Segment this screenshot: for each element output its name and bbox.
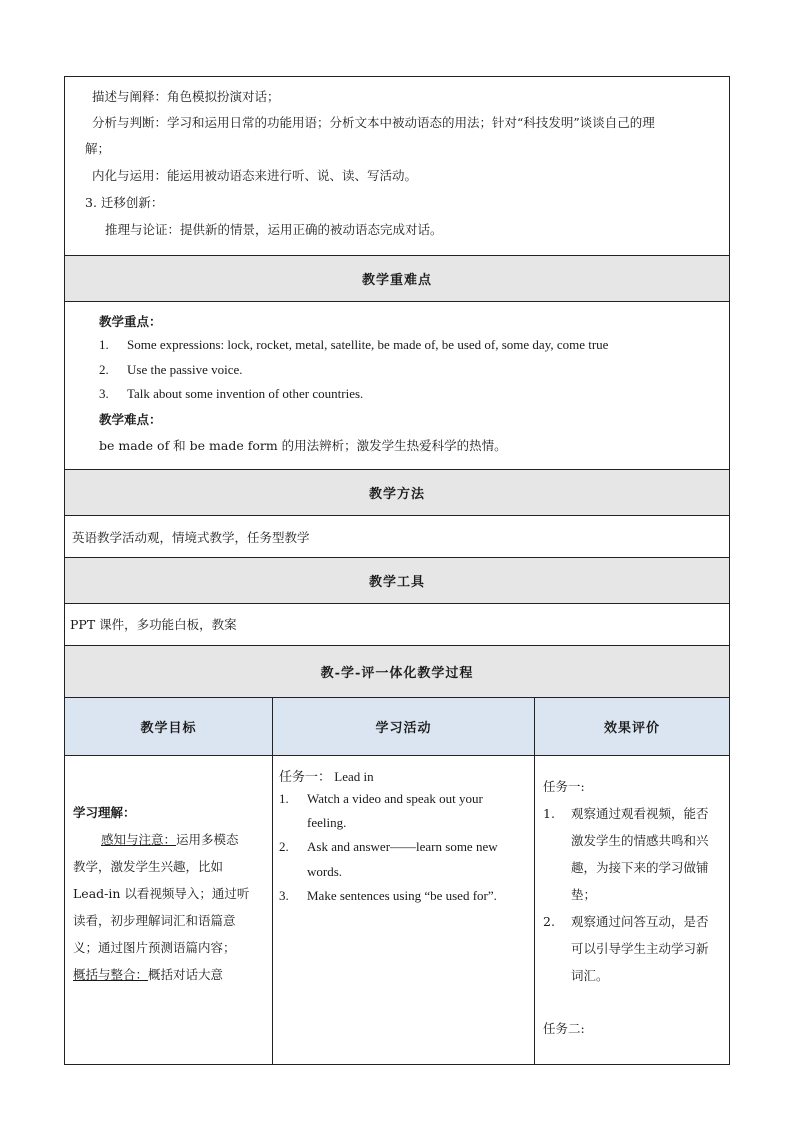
focus-item-1-num: 1. [99,337,109,352]
activity-2-text: Ask and answer——learn some new [307,839,498,854]
goals-line-5: 义；通过图片预测语篇内容； [73,940,236,955]
objective-transfer-heading: 3. 迁移创新： [85,195,164,210]
methods-text: 英语教学活动观，情境式教学，任务型教学 [72,530,310,545]
header-activities: 学习活动 [272,698,534,755]
eval-item-1 [543,804,709,822]
eval-item-2-num: 2. [543,914,555,929]
objective-analyze-cont: 解； [85,141,111,156]
tools-text: PPT 课件，多功能白板，教案 [70,617,237,632]
focus-item-2 [99,362,243,378]
tools-title: 教学工具 [64,558,730,604]
eval-task1: 任务一: [543,779,585,794]
focus-item-1 [99,337,608,353]
eval-task2: 任务二: [543,1021,585,1036]
activity-3 [279,888,497,904]
eval-item-1-l1: 观察通过观看视频，能否 [571,806,709,821]
activity-2-num: 2. [279,839,289,854]
activities-cell [272,756,534,1064]
eval-item-1-l2: 激发学生的情感共鸣和兴 [571,833,709,848]
header-goals: 教学目标 [140,721,197,736]
eval-item-2-l2: 可以引导学生主动学习新 [571,941,709,956]
focus-item-1-text: Some expressions: lock, rocket, metal, satellite, be made of, be used of, some day, come true [127,337,609,352]
activity-1 [279,791,483,807]
process-body-row [64,756,730,1065]
perception-label: 感知与注意： [101,832,177,847]
objectives-cell [64,77,730,256]
activity-3-text: Make sentences using “be used for”. [307,888,497,903]
methods-cell [64,516,730,558]
eval-item-2 [543,912,709,930]
focus-item-2-text: Use the passive voice. [127,362,243,377]
goals-line-4: 读看，初步理解词汇和语篇意 [73,913,236,928]
tools-cell [64,604,730,646]
activity-2 [279,839,498,855]
methods-title: 教学方法 [64,470,730,516]
activity-1-num: 1. [279,791,289,806]
summarize-label: 概括与整合： [73,967,149,982]
activity-2-cont: words. [307,864,343,879]
focus-item-3-num: 3. [99,386,109,401]
lesson-plan-table [64,76,730,1065]
objective-describe: 描述与阐释：角色模拟扮演对话； [92,89,280,104]
eval-item-1-l3: 趣，为接下来的学习做铺 [571,860,709,875]
eval-item-1-l4: 垫； [571,887,597,902]
goals-line-1 [101,830,239,848]
eval-item-1-num: 1. [543,806,555,821]
goals-line-1-rest: 运用多模态 [176,832,239,847]
focus-label: 教学重点： [99,314,162,329]
focus-item-3-text: Talk about some invention of other countries. [127,386,364,401]
process-header-row [64,698,730,756]
difficulty-label: 教学难点： [99,412,162,427]
goals-line-2: 教学，激发学生兴趣，比如 [73,859,224,874]
eval-item-2-l3: 词汇。 [571,968,609,983]
objective-analyze: 分析与判断：学习和运用日常的功能用语；分析文本中被动语态的用法；针对“科技发明”谈谈自己的理 [92,115,655,130]
activity-3-num: 3. [279,888,289,903]
eval-item-2-l1: 观察通过问答互动，是否 [571,914,709,929]
key-points-cell [64,302,730,470]
activity-1-text: Watch a video and speak out your [307,791,483,806]
header-evaluation: 效果评价 [534,698,729,755]
goals-line-3: Lead-in 以看视频导入；通过听 [73,886,250,901]
goals-cell [65,756,272,1064]
evaluation-cell [534,756,729,1064]
objective-reasoning: 推理与论证：提供新的情景，运用正确的被动语态完成对话。 [105,222,443,237]
goals-line-6-rest: 概括对话大意 [148,967,224,982]
activity-1-cont: feeling. [307,815,347,830]
goals-line-6 [73,965,223,983]
focus-item-2-num: 2. [99,362,109,377]
key-points-title: 教学重难点 [64,256,730,302]
task1-label: 任务一： Lead in [279,769,374,784]
process-title: 教-学-评一体化教学过程 [64,646,730,698]
focus-item-3 [99,386,363,402]
goals-heading: 学习理解： [73,805,136,820]
difficulty-text: be made of 和 be made form 的用法辨析；激发学生热爱科学的热情。 [99,438,507,453]
objective-internalize: 内化与运用：能运用被动语态来进行听、说、读、写活动。 [92,168,418,183]
